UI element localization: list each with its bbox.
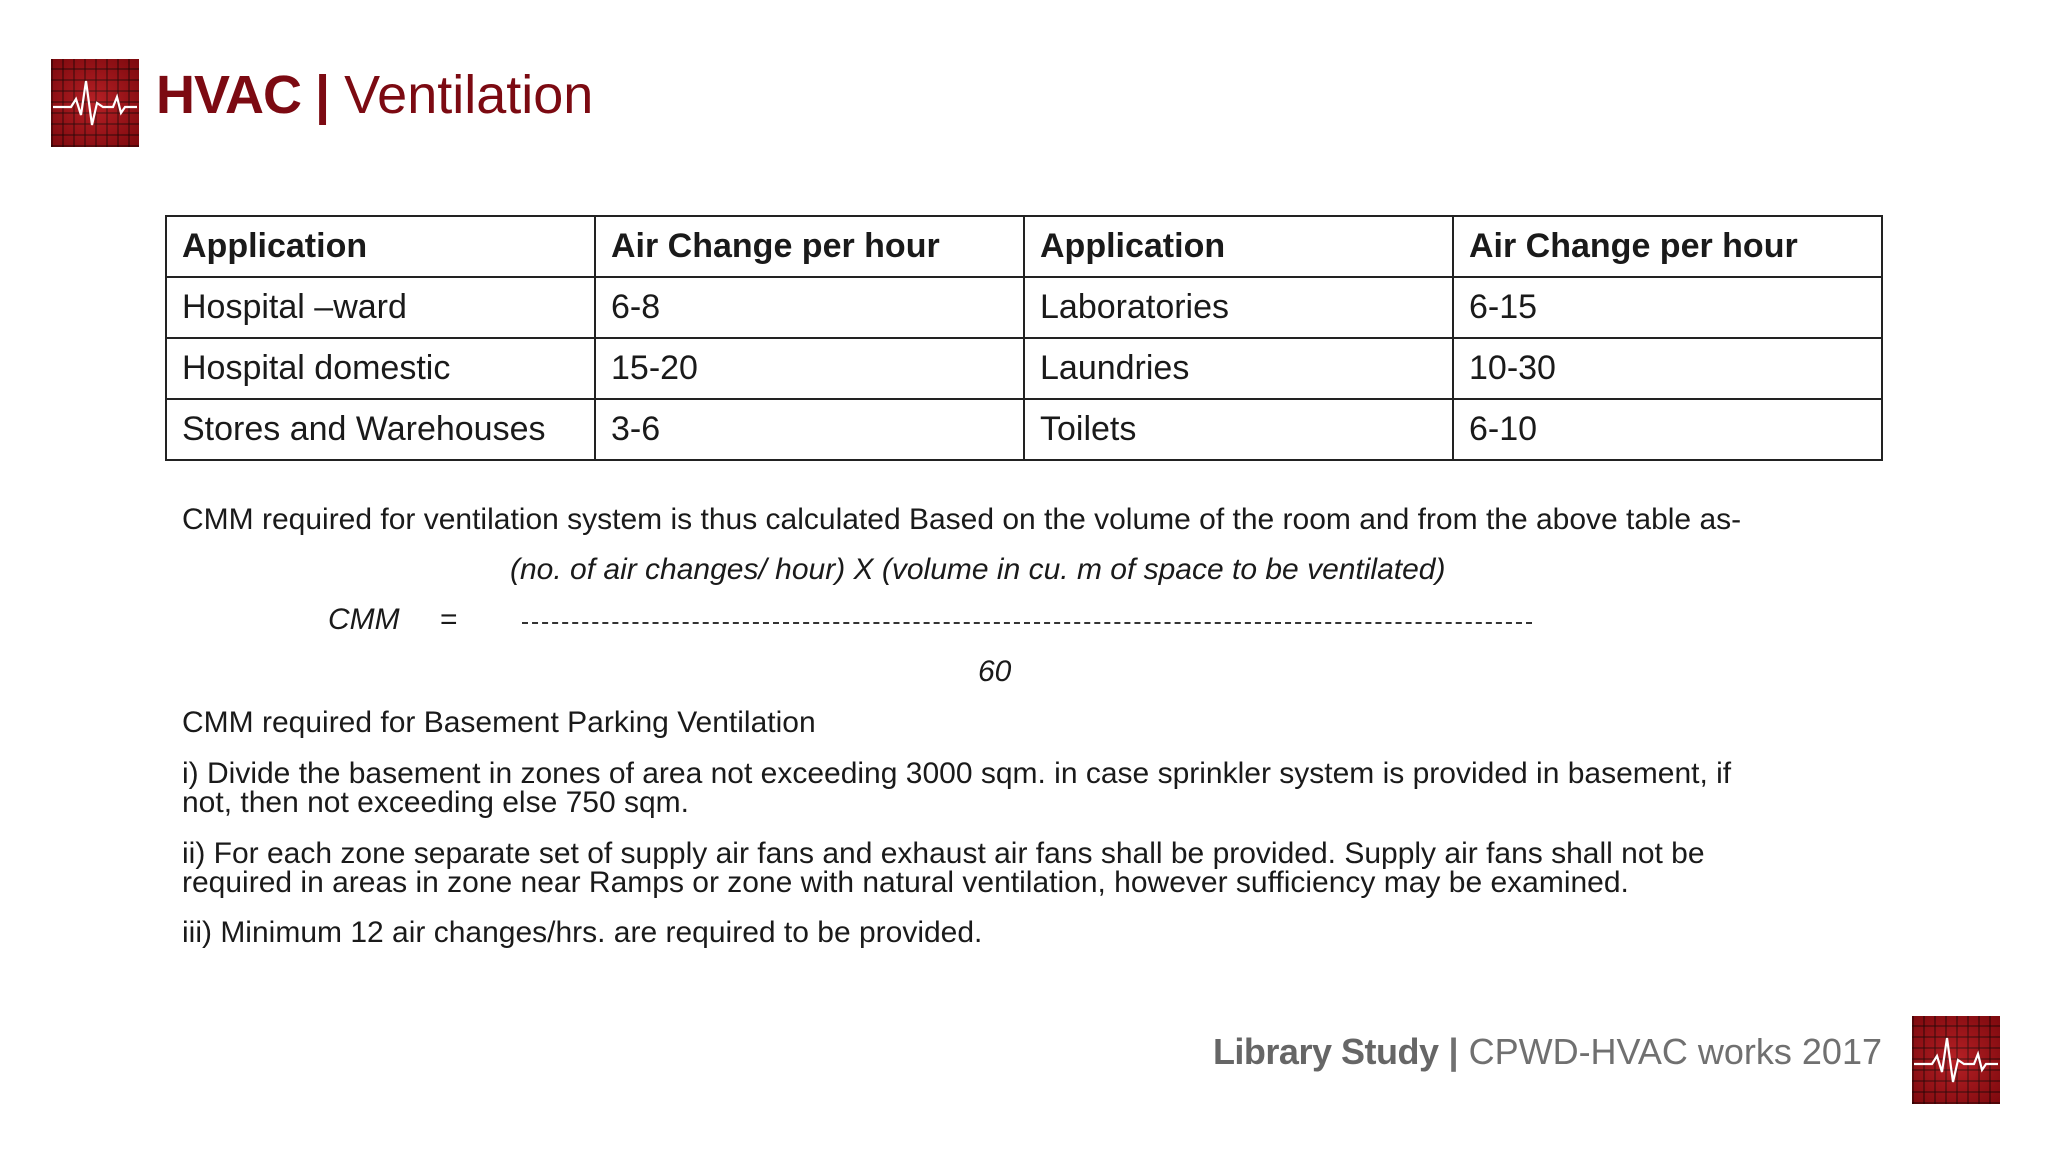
formula-denominator: 60 bbox=[978, 655, 1012, 688]
table-cell: 3-6 bbox=[595, 399, 1024, 460]
formula-equals: = bbox=[440, 603, 458, 636]
page-title bbox=[156, 65, 594, 125]
point-3: iii) Minimum 12 air changes/hrs. are required to be provided. bbox=[182, 916, 983, 949]
table-cell: 6-10 bbox=[1453, 399, 1882, 460]
table-header-cell: Air Change per hour bbox=[595, 216, 1024, 277]
table-cell: Stores and Warehouses bbox=[166, 399, 595, 460]
footer-caption bbox=[1212, 1031, 1882, 1072]
table-header-cell: Air Change per hour bbox=[1453, 216, 1882, 277]
table-header-row bbox=[166, 216, 1882, 277]
title-ventilation: Ventilation bbox=[344, 65, 594, 125]
table-cell: Hospital –ward bbox=[166, 277, 595, 338]
footer-library-study: Library Study bbox=[1212, 1031, 1439, 1072]
footer-source: CPWD-HVAC works 2017 bbox=[1468, 1031, 1882, 1072]
heartbeat-logo-icon bbox=[1912, 1016, 2000, 1104]
table-row bbox=[166, 338, 1882, 399]
table-header-cell: Application bbox=[1024, 216, 1453, 277]
formula-numerator: (no. of air changes/ hour) X (volume in cu. m of space to be ventilated) bbox=[510, 553, 1446, 586]
table-cell: 10-30 bbox=[1453, 338, 1882, 399]
table-cell: Laboratories bbox=[1024, 277, 1453, 338]
table-row bbox=[166, 277, 1882, 338]
title-separator: | bbox=[315, 65, 331, 125]
intro-text: CMM required for ventilation system is thus calculated Based on the volume of the room and from the above table as- bbox=[182, 503, 1742, 536]
table-row bbox=[166, 399, 1882, 460]
heartbeat-logo-icon bbox=[51, 59, 139, 147]
basement-heading: CMM required for Basement Parking Ventilation bbox=[182, 706, 816, 739]
table-cell: Laundries bbox=[1024, 338, 1453, 399]
footer-separator: | bbox=[1448, 1031, 1459, 1072]
point-2-line-1: ii) For each zone separate set of supply air fans and exhaust air fans shall be provided. Supply air fans shall not be bbox=[182, 837, 1705, 870]
table-cell: 15-20 bbox=[595, 338, 1024, 399]
table-cell: Toilets bbox=[1024, 399, 1453, 460]
formula-lhs: CMM bbox=[328, 603, 400, 636]
point-1-line-2: not, then not exceeding else 750 sqm. bbox=[182, 786, 690, 819]
air-change-table bbox=[165, 215, 1883, 461]
table-cell: 6-15 bbox=[1453, 277, 1882, 338]
point-2-line-2: required in areas in zone near Ramps or zone with natural ventilation, however sufficiency may be examined. bbox=[182, 866, 1629, 899]
formula-fraction-line bbox=[522, 622, 1532, 624]
title-hvac: HVAC bbox=[156, 65, 302, 125]
table-cell: 6-8 bbox=[595, 277, 1024, 338]
table-header-cell: Application bbox=[166, 216, 595, 277]
table-cell: Hospital domestic bbox=[166, 338, 595, 399]
point-1-line-1: i) Divide the basement in zones of area not exceeding 3000 sqm. in case sprinkler system is provided in basement, if bbox=[182, 757, 1732, 790]
